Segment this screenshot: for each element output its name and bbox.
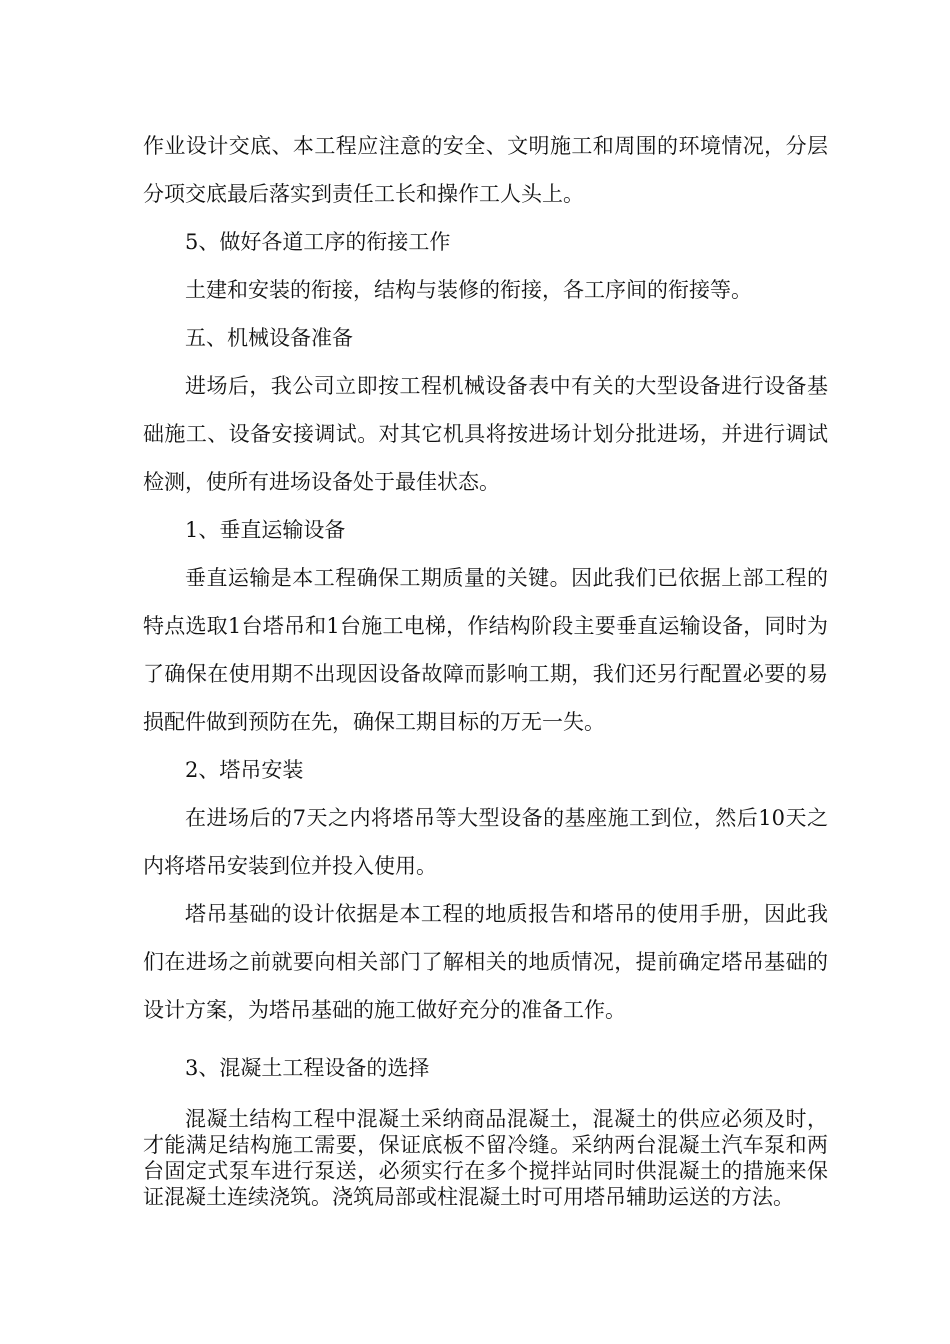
paragraph-tower-crane-foundation: 塔吊基础的设计依据是本工程的地质报告和塔吊的使用手册，因此我们在进场之前就要向相关部门了解相关的地质情况，提前确定塔吊基础的设计方案，为塔吊基础的施工做好充分的准备工作。 [143, 902, 828, 1022]
paragraph-tower-crane-install: 在进场后的7天之内将塔吊等大型设备的基座施工到位，然后10天之内将塔吊安装到位并投入使用。 [143, 806, 828, 878]
document-body [143, 122, 828, 1210]
heading-machinery-preparation: 五、机械设备准备 [185, 326, 353, 350]
heading-vertical-transport: 1、垂直运输设备 [185, 518, 346, 542]
paragraph-concrete-equipment: 混凝土结构工程中混凝土采纳商品混凝土，混凝土的供应必须及时，才能满足结构施工需要，保证底板不留冷缝。采纳两台混凝土汽车泵和两台固定式泵车进行泵送，必须实行在多个搅拌站同时供混凝土的措施来保证混凝土连续浇筑。浇筑局部或柱混凝土时可用塔吊辅助运送的方法。 [143, 1107, 828, 1209]
paragraph-vertical-transport: 垂直运输是本工程确保工期质量的关键。因此我们已依据上部工程的特点选取1台塔吊和1台施工电梯，作结构阶段主要垂直运输设备，同时为了确保在使用期不出现因设备故障而影响工期，我们还另行配置必要的易损配件做到预防在先，确保工期目标的万无一失。 [143, 566, 828, 734]
paragraph-connection: 土建和安装的衔接，结构与装修的衔接，各工序间的衔接等。 [185, 278, 752, 302]
heading-concrete-equipment: 3、混凝土工程设备的选择 [185, 1056, 430, 1080]
heading-process-connection: 5、做好各道工序的衔接工作 [185, 230, 451, 254]
heading-tower-crane-install: 2、塔吊安装 [185, 758, 304, 782]
paragraph-disclosure: 作业设计交底、本工程应注意的安全、文明施工和周围的环境情况，分层分项交底最后落实到责任工长和操作工人头上。 [143, 134, 828, 206]
paragraph-machinery: 进场后，我公司立即按工程机械设备表中有关的大型设备进行设备基础施工、设备安接调试。对其它机具将按进场计划分批进场，并进行调试检测，使所有进场设备处于最佳状态。 [143, 374, 828, 494]
